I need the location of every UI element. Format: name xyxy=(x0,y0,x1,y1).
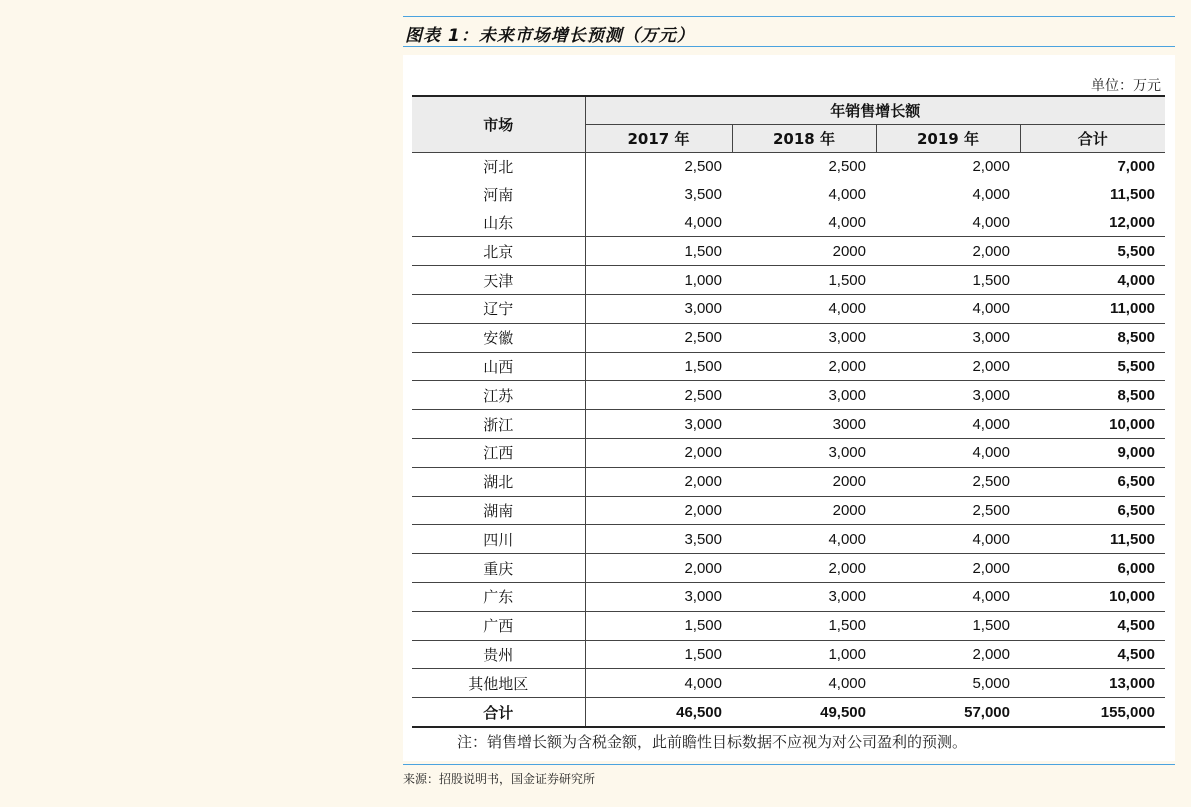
value-2019-cell: 2,000 xyxy=(876,554,1020,583)
figure-image xyxy=(403,55,1175,761)
value-2019-cell: 4,000 xyxy=(876,410,1020,439)
market-name-cell: 安徽 xyxy=(412,323,585,352)
figure-title-bar xyxy=(403,16,1175,47)
source-divider xyxy=(403,764,1175,765)
table-row xyxy=(412,352,1165,381)
row-total-cell: 13,000 xyxy=(1020,669,1165,698)
value-2017-cell: 1,000 xyxy=(585,266,732,295)
value-2019-cell: 4,000 xyxy=(876,525,1020,554)
value-2017-cell: 4,000 xyxy=(585,209,732,237)
value-2018-cell: 1,000 xyxy=(732,640,876,669)
value-2019-cell: 4,000 xyxy=(876,438,1020,467)
table-row xyxy=(412,582,1165,611)
row-total-cell: 4,000 xyxy=(1020,266,1165,295)
table-row xyxy=(412,209,1165,237)
value-2017-cell: 3,000 xyxy=(585,582,732,611)
table-row xyxy=(412,669,1165,698)
row-total-cell: 6,500 xyxy=(1020,496,1165,525)
source-text: 来源：招股说明书，国金证券研究所 xyxy=(403,772,596,786)
summary-total-cell: 155,000 xyxy=(1020,698,1165,727)
value-2018-cell: 4,000 xyxy=(732,294,876,323)
value-2017-cell: 1,500 xyxy=(585,611,732,640)
value-2019-cell: 2,500 xyxy=(876,496,1020,525)
value-2019-cell: 4,000 xyxy=(876,209,1020,237)
summary-2018-cell: 49,500 xyxy=(732,698,876,727)
table-row xyxy=(412,525,1165,554)
row-total-cell: 4,500 xyxy=(1020,611,1165,640)
market-name-cell: 湖北 xyxy=(412,467,585,496)
row-total-cell: 4,500 xyxy=(1020,640,1165,669)
table-row xyxy=(412,294,1165,323)
table-row xyxy=(412,640,1165,669)
value-2019-cell: 2,000 xyxy=(876,352,1020,381)
row-total-cell: 10,000 xyxy=(1020,582,1165,611)
value-2019-cell: 4,000 xyxy=(876,294,1020,323)
value-2017-cell: 1,500 xyxy=(585,237,732,266)
market-name-cell: 广东 xyxy=(412,582,585,611)
row-total-cell: 11,500 xyxy=(1020,525,1165,554)
value-2019-cell: 1,500 xyxy=(876,266,1020,295)
market-name-cell: 江西 xyxy=(412,438,585,467)
value-2019-cell: 2,000 xyxy=(876,640,1020,669)
value-2018-cell: 4,000 xyxy=(732,669,876,698)
table-row xyxy=(412,611,1165,640)
table-row xyxy=(412,323,1165,352)
value-2019-cell: 3,000 xyxy=(876,381,1020,410)
market-name-cell: 江苏 xyxy=(412,381,585,410)
value-2017-cell: 3,500 xyxy=(684,186,722,204)
row-total-cell: 7,000 xyxy=(1117,158,1156,176)
value-2017-cell: 3,000 xyxy=(585,410,732,439)
value-2017-cell: 2,500 xyxy=(585,323,732,352)
market-name-cell: 河南 xyxy=(412,181,585,209)
value-2017-cell: 2,000 xyxy=(585,554,732,583)
value-2018-cell: 1,500 xyxy=(732,266,876,295)
row-total-cell: 8,500 xyxy=(1020,381,1165,410)
value-2018-cell: 3,000 xyxy=(732,381,876,410)
row-total-cell: 8,500 xyxy=(1020,323,1165,352)
value-2017-cell: 3,500 xyxy=(585,525,732,554)
market-name-cell: 天津 xyxy=(412,266,585,295)
table-note: 注：销售增长额为含税金额，此前瞻性目标数据不应视为对公司盈利的预测。 xyxy=(457,733,968,751)
figure-title: 图表 1：未来市场增长预测（万元） xyxy=(405,26,695,46)
value-2017-cell: 3,000 xyxy=(585,294,732,323)
market-name-cell: 山东 xyxy=(412,209,585,237)
header-year-2018: 2018 年 xyxy=(732,125,876,153)
value-2019-cell: 2,000 xyxy=(876,237,1020,266)
table-row xyxy=(412,410,1165,439)
value-2017-cell: 2,500 xyxy=(684,158,722,176)
row-total-cell: 5,500 xyxy=(1020,352,1165,381)
market-name-cell: 山西 xyxy=(412,352,585,381)
summary-row xyxy=(412,698,1165,727)
market-name-cell: 广西 xyxy=(412,611,585,640)
summary-label-cell: 合计 xyxy=(412,698,585,727)
market-name-cell: 北京 xyxy=(412,237,585,266)
row-total-cell: 10,000 xyxy=(1020,410,1165,439)
value-2017-cell: 2,000 xyxy=(585,496,732,525)
value-2017-cell: 2,000 xyxy=(585,467,732,496)
header-group: 年销售增长额 xyxy=(585,96,1165,125)
value-2018-cell: 2000 xyxy=(732,237,876,266)
table-row xyxy=(412,181,1165,209)
table-body xyxy=(412,153,1165,727)
sales-growth-table xyxy=(412,95,1165,728)
value-2018-cell: 2,000 xyxy=(732,554,876,583)
value-2019-cell: 4,000 xyxy=(876,582,1020,611)
row-total-cell: 11,500 xyxy=(1109,186,1156,204)
market-name-cell: 浙江 xyxy=(412,410,585,439)
value-2019-cell: 3,000 xyxy=(876,323,1020,352)
value-2019-cell: 2,500 xyxy=(876,467,1020,496)
value-2018-cell: 3,000 xyxy=(732,582,876,611)
value-2019-cell: 5,000 xyxy=(876,669,1020,698)
value-2018-cell: 4,000 xyxy=(732,209,876,237)
market-name-cell: 湖南 xyxy=(412,496,585,525)
header-market: 市场 xyxy=(412,96,585,153)
value-2019-cell: 2,000 xyxy=(972,158,1010,176)
market-name-cell: 其他地区 xyxy=(412,669,585,698)
value-2018-cell: 3000 xyxy=(732,410,876,439)
value-2018-cell: 2,000 xyxy=(732,352,876,381)
table-row xyxy=(412,554,1165,583)
value-2019-cell: 4,000 xyxy=(972,186,1010,204)
value-2018-cell: 2000 xyxy=(732,496,876,525)
value-2018-cell: 2000 xyxy=(732,467,876,496)
summary-2017-cell: 46,500 xyxy=(585,698,732,727)
table-row xyxy=(412,496,1165,525)
unit-label: 单位：万元 xyxy=(1091,78,1161,94)
market-name-cell: 辽宁 xyxy=(412,294,585,323)
table-row xyxy=(412,153,1165,181)
market-name-cell: 四川 xyxy=(412,525,585,554)
value-2018-cell: 3,000 xyxy=(732,438,876,467)
value-2017-cell: 1,500 xyxy=(585,352,732,381)
value-2018-cell: 4,000 xyxy=(732,525,876,554)
value-2017-cell: 2,000 xyxy=(585,438,732,467)
market-name-cell: 河北 xyxy=(412,153,585,181)
row-total-cell: 11,000 xyxy=(1020,294,1165,323)
market-name-cell: 重庆 xyxy=(412,554,585,583)
value-2019-cell: 1,500 xyxy=(876,611,1020,640)
row-total-cell: 9,000 xyxy=(1020,438,1165,467)
value-2018-cell: 1,500 xyxy=(732,611,876,640)
cropped-previous-line xyxy=(404,0,904,4)
value-2018-cell: 2,500 xyxy=(828,158,866,176)
value-2018-cell: 3,000 xyxy=(732,323,876,352)
row-total-cell: 12,000 xyxy=(1020,209,1165,237)
header-total: 合计 xyxy=(1020,125,1165,153)
value-2017-cell: 4,000 xyxy=(585,669,732,698)
header-year-2017: 2017 年 xyxy=(585,125,732,153)
table-row xyxy=(412,438,1165,467)
row-total-cell: 6,000 xyxy=(1020,554,1165,583)
value-2018-cell: 4,000 xyxy=(828,186,866,204)
table-row xyxy=(412,237,1165,266)
header-year-2019: 2019 年 xyxy=(876,125,1020,153)
table-row xyxy=(412,266,1165,295)
row-total-cell: 6,500 xyxy=(1020,467,1165,496)
value-2017-cell: 1,500 xyxy=(585,640,732,669)
table-row xyxy=(412,467,1165,496)
summary-2019-cell: 57,000 xyxy=(876,698,1020,727)
row-total-cell: 5,500 xyxy=(1020,237,1165,266)
market-name-cell: 贵州 xyxy=(412,640,585,669)
table-row xyxy=(412,381,1165,410)
value-2017-cell: 2,500 xyxy=(585,381,732,410)
